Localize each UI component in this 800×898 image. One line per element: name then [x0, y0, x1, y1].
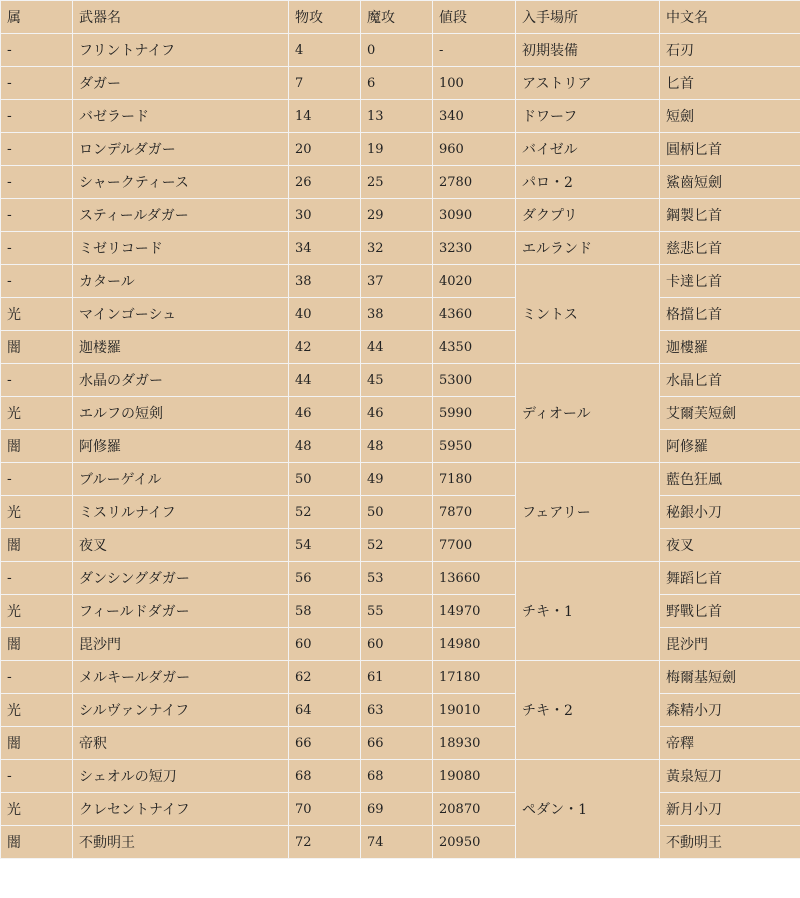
cell-physical-attack: 48 — [289, 430, 361, 463]
cell-location: ペダン・1 — [516, 760, 660, 859]
table-row — [1, 760, 800, 793]
cell-attribute: - — [1, 232, 73, 265]
cell-location: チキ・1 — [516, 562, 660, 661]
cell-weapon-name: ブルーゲイル — [73, 463, 289, 496]
cell-weapon-name: ダンシングダガー — [73, 562, 289, 595]
cell-physical-attack: 4 — [289, 34, 361, 67]
cell-attribute: 闇 — [1, 529, 73, 562]
cell-chinese-name: 圓柄匕首 — [660, 133, 800, 166]
cell-magic-attack: 68 — [361, 760, 433, 793]
header-location: 入手場所 — [516, 1, 660, 34]
cell-chinese-name: 短劍 — [660, 100, 800, 133]
cell-price: 17180 — [433, 661, 516, 694]
cell-magic-attack: 25 — [361, 166, 433, 199]
cell-price: 4360 — [433, 298, 516, 331]
table-row — [1, 463, 800, 496]
cell-chinese-name: 黃泉短刀 — [660, 760, 800, 793]
cell-magic-attack: 6 — [361, 67, 433, 100]
table-row — [1, 694, 800, 727]
cell-price: 14980 — [433, 628, 516, 661]
cell-price: 4350 — [433, 331, 516, 364]
cell-chinese-name: 野戰匕首 — [660, 595, 800, 628]
table-row — [1, 166, 800, 199]
table-row — [1, 232, 800, 265]
cell-magic-attack: 52 — [361, 529, 433, 562]
cell-chinese-name: 不動明王 — [660, 826, 800, 859]
cell-location: ダクプリ — [516, 199, 660, 232]
cell-physical-attack: 58 — [289, 595, 361, 628]
cell-chinese-name: 帝釋 — [660, 727, 800, 760]
cell-attribute: 光 — [1, 793, 73, 826]
cell-chinese-name: 艾爾芙短劍 — [660, 397, 800, 430]
cell-weapon-name: 毘沙門 — [73, 628, 289, 661]
cell-magic-attack: 63 — [361, 694, 433, 727]
cell-price: 7700 — [433, 529, 516, 562]
cell-price: 7180 — [433, 463, 516, 496]
cell-chinese-name: 石刃 — [660, 34, 800, 67]
table-row — [1, 595, 800, 628]
cell-chinese-name: 匕首 — [660, 67, 800, 100]
cell-price: 5990 — [433, 397, 516, 430]
cell-magic-attack: 48 — [361, 430, 433, 463]
cell-attribute: 闇 — [1, 826, 73, 859]
cell-magic-attack: 29 — [361, 199, 433, 232]
cell-attribute: 闇 — [1, 331, 73, 364]
cell-magic-attack: 50 — [361, 496, 433, 529]
cell-location: チキ・2 — [516, 661, 660, 760]
cell-physical-attack: 46 — [289, 397, 361, 430]
cell-chinese-name: 舞蹈匕首 — [660, 562, 800, 595]
header-magic-attack: 魔攻 — [361, 1, 433, 34]
cell-price: 7870 — [433, 496, 516, 529]
cell-weapon-name: エルフの短剣 — [73, 397, 289, 430]
cell-price: 18930 — [433, 727, 516, 760]
cell-location: 初期装備 — [516, 34, 660, 67]
cell-magic-attack: 49 — [361, 463, 433, 496]
cell-price: 2780 — [433, 166, 516, 199]
cell-physical-attack: 42 — [289, 331, 361, 364]
table-row — [1, 430, 800, 463]
cell-attribute: - — [1, 166, 73, 199]
table-row — [1, 67, 800, 100]
cell-weapon-name: 夜叉 — [73, 529, 289, 562]
cell-physical-attack: 14 — [289, 100, 361, 133]
cell-attribute: 光 — [1, 496, 73, 529]
cell-magic-attack: 38 — [361, 298, 433, 331]
cell-price: 14970 — [433, 595, 516, 628]
cell-weapon-name: シャークティース — [73, 166, 289, 199]
cell-physical-attack: 66 — [289, 727, 361, 760]
cell-magic-attack: 37 — [361, 265, 433, 298]
cell-chinese-name: 鯊齒短劍 — [660, 166, 800, 199]
cell-weapon-name: ロンデルダガー — [73, 133, 289, 166]
cell-physical-attack: 54 — [289, 529, 361, 562]
cell-chinese-name: 新月小刀 — [660, 793, 800, 826]
cell-price: 340 — [433, 100, 516, 133]
cell-attribute: - — [1, 67, 73, 100]
cell-physical-attack: 52 — [289, 496, 361, 529]
table-row — [1, 529, 800, 562]
cell-weapon-name: 阿修羅 — [73, 430, 289, 463]
table-row — [1, 727, 800, 760]
cell-physical-attack: 70 — [289, 793, 361, 826]
cell-magic-attack: 69 — [361, 793, 433, 826]
cell-physical-attack: 40 — [289, 298, 361, 331]
cell-weapon-name: フィールドダガー — [73, 595, 289, 628]
cell-physical-attack: 60 — [289, 628, 361, 661]
cell-weapon-name: シェオルの短刀 — [73, 760, 289, 793]
table-row — [1, 265, 800, 298]
table-row — [1, 496, 800, 529]
cell-physical-attack: 62 — [289, 661, 361, 694]
cell-magic-attack: 0 — [361, 34, 433, 67]
cell-location: バイゼル — [516, 133, 660, 166]
cell-chinese-name: 卡達匕首 — [660, 265, 800, 298]
cell-weapon-name: バゼラード — [73, 100, 289, 133]
table-row — [1, 133, 800, 166]
cell-weapon-name: ミスリルナイフ — [73, 496, 289, 529]
cell-weapon-name: 水晶のダガー — [73, 364, 289, 397]
cell-chinese-name: 鋼製匕首 — [660, 199, 800, 232]
cell-physical-attack: 34 — [289, 232, 361, 265]
cell-attribute: 光 — [1, 694, 73, 727]
cell-physical-attack: 68 — [289, 760, 361, 793]
cell-weapon-name: 不動明王 — [73, 826, 289, 859]
table-row — [1, 793, 800, 826]
cell-chinese-name: 藍色狂風 — [660, 463, 800, 496]
cell-physical-attack: 38 — [289, 265, 361, 298]
cell-price: 20950 — [433, 826, 516, 859]
cell-price: 960 — [433, 133, 516, 166]
table-row — [1, 34, 800, 67]
cell-physical-attack: 50 — [289, 463, 361, 496]
header-price: 値段 — [433, 1, 516, 34]
cell-price: 5300 — [433, 364, 516, 397]
table-row — [1, 661, 800, 694]
cell-attribute: 光 — [1, 595, 73, 628]
cell-attribute: - — [1, 265, 73, 298]
header-row — [1, 1, 800, 34]
header-chinese-name: 中文名 — [660, 1, 800, 34]
cell-physical-attack: 26 — [289, 166, 361, 199]
cell-location: ディオール — [516, 364, 660, 463]
cell-magic-attack: 66 — [361, 727, 433, 760]
table-row — [1, 364, 800, 397]
cell-price: 3090 — [433, 199, 516, 232]
header-physical-attack: 物攻 — [289, 1, 361, 34]
cell-magic-attack: 19 — [361, 133, 433, 166]
cell-chinese-name: 夜叉 — [660, 529, 800, 562]
cell-price: 3230 — [433, 232, 516, 265]
cell-physical-attack: 56 — [289, 562, 361, 595]
header-attribute: 属 — [1, 1, 73, 34]
cell-price: 5950 — [433, 430, 516, 463]
table-row — [1, 199, 800, 232]
cell-price: 100 — [433, 67, 516, 100]
cell-attribute: - — [1, 661, 73, 694]
cell-attribute: - — [1, 199, 73, 232]
cell-chinese-name: 水晶匕首 — [660, 364, 800, 397]
table-row — [1, 826, 800, 859]
cell-magic-attack: 74 — [361, 826, 433, 859]
cell-physical-attack: 64 — [289, 694, 361, 727]
cell-weapon-name: 迦楼羅 — [73, 331, 289, 364]
table-row — [1, 628, 800, 661]
cell-magic-attack: 61 — [361, 661, 433, 694]
cell-magic-attack: 44 — [361, 331, 433, 364]
cell-attribute: - — [1, 463, 73, 496]
cell-weapon-name: フリントナイフ — [73, 34, 289, 67]
cell-price: 20870 — [433, 793, 516, 826]
cell-chinese-name: 慈悲匕首 — [660, 232, 800, 265]
cell-attribute: - — [1, 34, 73, 67]
cell-chinese-name: 阿修羅 — [660, 430, 800, 463]
cell-location: ドワーフ — [516, 100, 660, 133]
cell-price: 4020 — [433, 265, 516, 298]
cell-weapon-name: シルヴァンナイフ — [73, 694, 289, 727]
cell-attribute: - — [1, 100, 73, 133]
cell-weapon-name: スティールダガー — [73, 199, 289, 232]
cell-magic-attack: 45 — [361, 364, 433, 397]
cell-attribute: 闇 — [1, 628, 73, 661]
cell-attribute: 光 — [1, 397, 73, 430]
cell-magic-attack: 13 — [361, 100, 433, 133]
cell-physical-attack: 20 — [289, 133, 361, 166]
cell-physical-attack: 7 — [289, 67, 361, 100]
cell-chinese-name: 秘銀小刀 — [660, 496, 800, 529]
cell-attribute: - — [1, 364, 73, 397]
cell-magic-attack: 46 — [361, 397, 433, 430]
cell-price: 19080 — [433, 760, 516, 793]
cell-attribute: 闇 — [1, 430, 73, 463]
cell-chinese-name: 森精小刀 — [660, 694, 800, 727]
cell-location: アストリア — [516, 67, 660, 100]
cell-attribute: 闇 — [1, 727, 73, 760]
cell-attribute: 光 — [1, 298, 73, 331]
cell-magic-attack: 32 — [361, 232, 433, 265]
cell-magic-attack: 53 — [361, 562, 433, 595]
cell-price: - — [433, 34, 516, 67]
table-row — [1, 562, 800, 595]
cell-physical-attack: 30 — [289, 199, 361, 232]
table-row — [1, 100, 800, 133]
table-row — [1, 298, 800, 331]
cell-weapon-name: メルキールダガー — [73, 661, 289, 694]
cell-chinese-name: 梅爾基短劍 — [660, 661, 800, 694]
cell-price: 13660 — [433, 562, 516, 595]
cell-location: パロ・2 — [516, 166, 660, 199]
cell-location: フェアリー — [516, 463, 660, 562]
cell-attribute: - — [1, 562, 73, 595]
cell-weapon-name: マインゴーシュ — [73, 298, 289, 331]
cell-chinese-name: 毘沙門 — [660, 628, 800, 661]
cell-chinese-name: 格擋匕首 — [660, 298, 800, 331]
cell-magic-attack: 60 — [361, 628, 433, 661]
cell-weapon-name: クレセントナイフ — [73, 793, 289, 826]
cell-price: 19010 — [433, 694, 516, 727]
cell-weapon-name: 帝釈 — [73, 727, 289, 760]
cell-attribute: - — [1, 760, 73, 793]
cell-weapon-name: ミゼリコード — [73, 232, 289, 265]
table-row — [1, 331, 800, 364]
header-weapon-name: 武器名 — [73, 1, 289, 34]
cell-physical-attack: 72 — [289, 826, 361, 859]
cell-chinese-name: 迦樓羅 — [660, 331, 800, 364]
cell-location: ミントス — [516, 265, 660, 364]
cell-attribute: - — [1, 133, 73, 166]
cell-magic-attack: 55 — [361, 595, 433, 628]
cell-weapon-name: ダガー — [73, 67, 289, 100]
cell-physical-attack: 44 — [289, 364, 361, 397]
cell-location: エルランド — [516, 232, 660, 265]
cell-weapon-name: カタール — [73, 265, 289, 298]
table-row — [1, 397, 800, 430]
